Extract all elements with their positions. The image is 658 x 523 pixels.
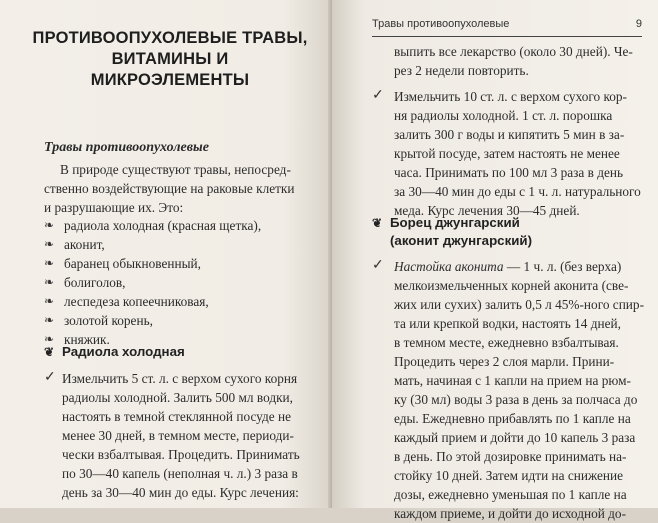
text-line: каждый прием и дойти до 10 капель 3 раза (394, 430, 636, 445)
herb-list (44, 216, 261, 349)
page-number: 9 (635, 18, 642, 30)
running-head (372, 18, 642, 30)
section-mark-icon: ❦ (44, 345, 55, 359)
leaf-bullet-icon: ❧ (44, 294, 55, 308)
right-page (332, 0, 658, 521)
text-line: выпить все лекарство (около 30 дней). Че- (394, 44, 633, 59)
text-line: та или крепкой водки, настоять 14 дней, (394, 316, 621, 331)
text-line: в темном месте, ежедневно взбалтывая. (394, 335, 619, 350)
text-line: В природе существуют травы, непосред- (60, 162, 291, 177)
continued-text (394, 42, 633, 80)
text-line: Измельчить 10 ст. л. с верхом сухого кор- (394, 89, 627, 104)
text-line: радиолы холодной. Залить 500 мл водки, (62, 390, 294, 405)
leaf-bullet-icon: ❧ (44, 332, 55, 346)
text-line: менее 30 дней, в темном месте, периоди- (62, 428, 294, 443)
text-line: Процедить через 2 слоя марли. Прини- (394, 354, 615, 369)
section-mark-icon: ❦ (372, 216, 383, 230)
section-title: Травы противоопухолевые (44, 140, 209, 155)
text-line: часа. Принимать по 100 мл 3 раза в день (394, 165, 624, 180)
text-line: залить 300 г воды и кипятить 5 мин в за- (394, 127, 625, 142)
text-line: Измельчить 5 ст. л. с верхом сухого корня (62, 371, 298, 386)
radiola-heading: ❦ Радиола холодная (44, 344, 185, 359)
check-icon: ✓ (372, 258, 384, 273)
text-line: ку (30 мл) воды 3 раза в день за полчаса до (394, 392, 638, 407)
text-line: за 30—40 мин до еды с 1 ч. л. натурального (394, 184, 641, 199)
text-line: и разрушающие их. Это: (44, 200, 184, 215)
radiola-recipe (62, 369, 300, 502)
text-line: в день. По этой дозировке принимать на- (394, 449, 627, 464)
list-item: ❧ княжик. (44, 332, 110, 347)
text-line: рез 2 недели повторить. (394, 63, 529, 78)
leaf-bullet-icon: ❧ (44, 256, 55, 270)
check-icon: ✓ (44, 370, 56, 385)
text-line: ня радиолы холодной. 1 ст. л. порошка (394, 108, 613, 123)
aconite-recipe (394, 257, 644, 523)
text-line: ственно воздействующие на раковые клетки (44, 181, 295, 196)
leaf-bullet-icon: ❧ (44, 237, 55, 251)
text-line: меда. Курс лечения 30—45 дней. (394, 203, 580, 218)
left-page (0, 0, 332, 508)
check-icon: ✓ (372, 88, 384, 103)
text-line: еды. Ежедневно прибавлять по 1 капле на (394, 411, 631, 426)
text-line: Настойка аконита — 1 ч. л. (без верха) (394, 259, 622, 274)
leaf-bullet-icon: ❧ (44, 313, 55, 327)
text-line: каждом приеме, и дойти до исходной до- (394, 506, 627, 521)
list-item: ❧ болиголов, (44, 275, 126, 290)
text-line: настоять в темной стеклянной посуде не (62, 409, 291, 424)
text-line: стойку 10 дней. Затем идти на снижение (394, 468, 624, 483)
text-line: по 30—40 капель (неполная ч. л.) 3 раза в (62, 466, 298, 481)
tincture-label: Настойка аконита (394, 259, 504, 274)
intro-paragraph (44, 160, 295, 217)
borets-heading: ❦ Борец джунгарский (аконит джунгарский) (372, 215, 533, 248)
header-rule (372, 36, 642, 37)
list-item: ❧ радиола холодная (красная щетка), (44, 218, 262, 233)
chapter-title-line-2: ВИТАМИНЫ И МИКРОЭЛЕМЕНТЫ (90, 50, 250, 89)
text-line: чески взбалтывая. Процедить. Принимать (62, 447, 300, 462)
list-item: ❧ баранец обыкновенный, (44, 256, 201, 271)
chapter-title-line-1: ПРОТИВООПУХОЛЕВЫЕ ТРАВЫ, (32, 29, 308, 47)
leaf-bullet-icon: ❧ (44, 218, 55, 232)
text-line: день за 30—40 мин до еды. Курс лечения: (62, 485, 299, 500)
running-head-title: Травы противоопухолевые (372, 18, 510, 30)
borets-subheading: (аконит джунгарский) (390, 233, 533, 248)
radiola-recipe-2 (394, 87, 641, 220)
chapter-title (30, 28, 310, 91)
text-line: дозы, ежедневно уменьшая по 1 капле на (394, 487, 627, 502)
text-line: крытой посуде, затем настоять не менее (394, 146, 620, 161)
leaf-bullet-icon: ❧ (44, 275, 55, 289)
list-item: ❧ леспедеза копеечниковая, (44, 294, 209, 309)
list-item: ❧ аконит, (44, 237, 105, 252)
text-line: мелкоизмельченных корней аконита (све- (394, 278, 629, 293)
list-item: ❧ золотой корень, (44, 313, 153, 328)
text-line: жих или сухих) залить 0,5 л 45%-ного спир- (394, 297, 645, 312)
text-line: мать, начиная с 1 капли на прием на рюм- (394, 373, 631, 388)
